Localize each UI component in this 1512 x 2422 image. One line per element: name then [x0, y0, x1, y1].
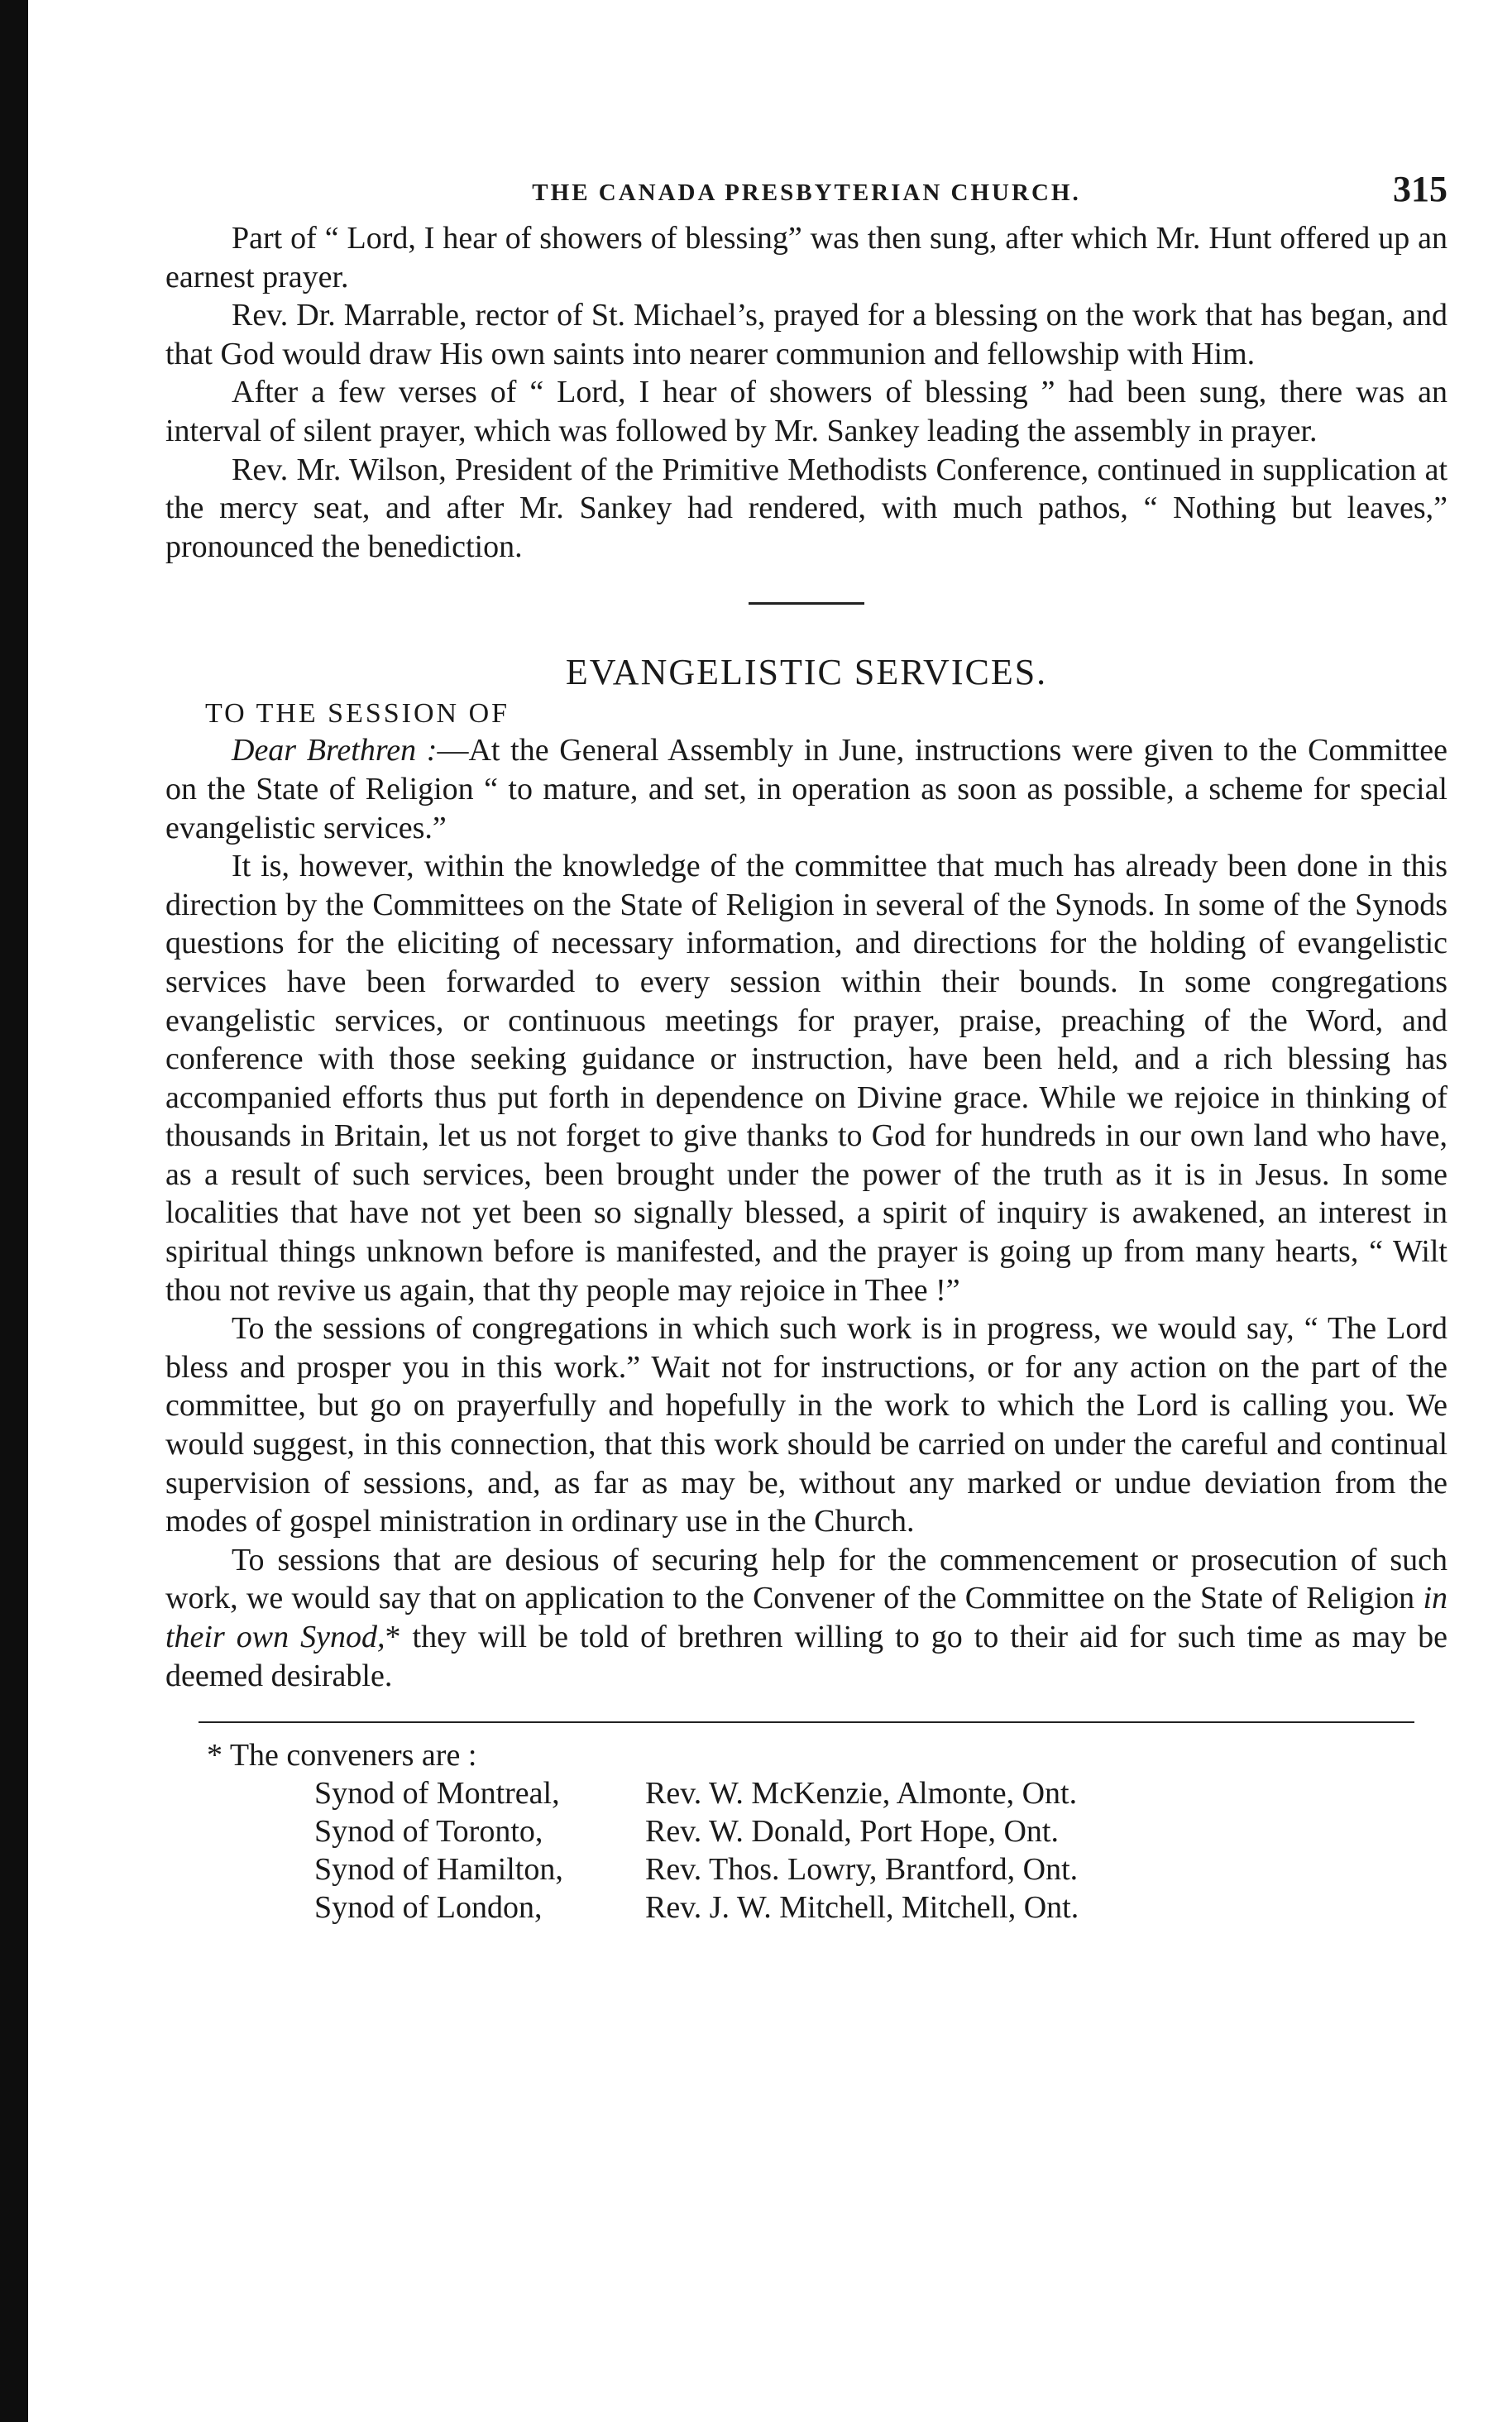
- italic-phrase: in their own Synod,: [165, 1581, 1447, 1654]
- convener-row: [314, 1850, 1447, 1888]
- page-number: 315: [1393, 169, 1447, 209]
- running-title: THE CANADA PRESBYTERIAN CHURCH.: [532, 179, 1081, 206]
- top-paragraphs: [165, 219, 1447, 566]
- convener-row: [314, 1888, 1447, 1927]
- greeting: Dear Brethren :: [232, 733, 438, 768]
- page: [165, 161, 1447, 1927]
- paragraph: It is, however, within the knowledge of the committee that much has already been done in this direction by the Committees on the State of Religion in several of the Synods. In some of the Synods questions for the eliciting of necessary information, and directions for the holding of evangelistic services have been forwarded to every session within their bounds. In some congregations evangelistic services, or continuous meetings for prayer, praise, preaching of the Word, and conference with those seeking guidance or instruction, have been held, and a rich blessing has accompanied efforts thus put forth in dependence on Divine grace. While we rejoice in thinking of thousands in Britain, let us not forget to give thanks to God for hundreds in our own land who have, as a result of such services, been brought under the power of the truth as it is in Jesus. In some localities that have not yet been so signally blessed, a spirit of inquiry is awakened, an interest in spiritual things unknown before is manifested, and the prayer is going up from many hearts, “ Wilt thou not revive us again, that thy people may rejoice in Thee !”: [165, 849, 1447, 1308]
- binding-shadow: [0, 0, 28, 2422]
- paragraph: After a few verses of “ Lord, I hear of showers of blessing ” had been sung, there was an interval of silent prayer, which was followed by Mr. Sankey leading the assembly in prayer.: [165, 375, 1447, 448]
- salutation: TO THE SESSION OF: [205, 698, 510, 730]
- synod-name: Synod of Toronto,: [314, 1814, 543, 1850]
- synod-name: Synod of London,: [314, 1890, 543, 1926]
- convener-name: Rev. W. McKenzie, Almonte, Ont.: [645, 1776, 1078, 1812]
- section-heading: EVANGELISTIC SERVICES.: [565, 652, 1048, 693]
- convener-name: Rev. J. W. Mitchell, Mitchell, Ont.: [645, 1890, 1079, 1926]
- paragraph: Rev. Dr. Marrable, rector of St. Michael’s, prayed for a blessing on the work that has began, and that God would draw His own saints into nearer communion and fellowship with Him.: [165, 298, 1447, 371]
- convener-name: Rev. Thos. Lowry, Brantford, Ont.: [645, 1852, 1079, 1888]
- convener-row: [314, 1774, 1447, 1812]
- paragraph: Part of “ Lord, I hear of showers of blessing” was then sung, after which Mr. Hunt offered up an earnest prayer.: [165, 221, 1447, 294]
- section-divider: [749, 602, 864, 605]
- paragraph: Rev. Mr. Wilson, President of the Primitive Methodists Conference, continued in supplication at the mercy seat, and after Mr. Sankey had rendered, with much pathos, “ Nothing but leaves,” pronounced the benediction.: [165, 452, 1447, 564]
- paragraph: [165, 1541, 1447, 1695]
- running-head: [165, 161, 1447, 219]
- synod-name: Synod of Montreal,: [314, 1776, 560, 1812]
- paragraph-text: * they will be told of brethren willing to go to their aid for such time as may be deemed desirable.: [165, 1620, 1447, 1693]
- paragraph: To the sessions of congregations in which such work is in progress, we would say, “ The Lord bless and prosper you in this work.” Wait not for instructions, or for any action on the part of the committee, but go on prayerfully and hopefully in the work to which the Lord is calling you. We would suggest, in this connection, that this work should be carried on under the careful and continual supervision of sessions, and, as far as may be, without any marked or undue deviation from the modes of gospel ministration in ordinary use in the Church.: [165, 1311, 1447, 1539]
- footnote-rule: [199, 1721, 1414, 1723]
- synod-name: Synod of Hamilton,: [314, 1852, 563, 1888]
- paragraph-text: —At the General Assembly in June, instructions were given to the Committee on the State of Religion “ to mature, and set, in operation as soon as possible, a scheme for special evangelistic services.”: [165, 733, 1447, 845]
- footnote-intro: * The conveners are :: [207, 1738, 477, 1773]
- convener-name: Rev. W. Donald, Port Hope, Ont.: [645, 1814, 1059, 1850]
- paragraph-text: To sessions that are desious of securing help for the commencement or prosecution of such work, we would say that on application to the Convener of the Committee on the State of Religion: [165, 1542, 1447, 1616]
- paragraph: [165, 731, 1447, 847]
- footnote: [165, 1736, 1447, 1927]
- convener-row: [314, 1812, 1447, 1850]
